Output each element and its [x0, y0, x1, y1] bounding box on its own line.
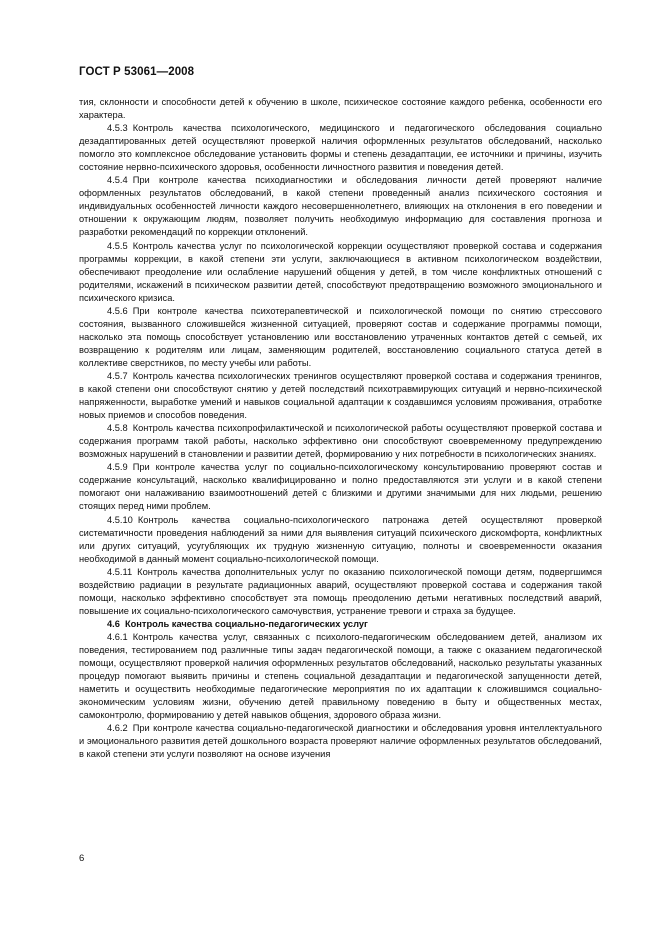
section-number: 4.6 [107, 618, 120, 629]
paragraph-4-6-2 [79, 722, 602, 761]
paragraph-4-5-9 [79, 461, 602, 513]
paragraph-4-5-6 [79, 305, 602, 370]
section-title: Контроль качества социально-педагогических услуг [124, 618, 368, 629]
paragraph-4-6-1 [79, 631, 602, 722]
clause-number: 4.5.8 [107, 423, 128, 434]
clause-number: 4.5.4 [107, 175, 128, 186]
paragraph-text: Контроль качества психологических тренингов осуществляют проверкой состава и содержания тренингов, в какой степени они способствуют снятию у детей последствий психотравмирующих ситуаций и нервно-психической напряженности, выработке умений и навыков социальной адаптации к создавшимся условиям проживания, отработке новых приемов и способов поведения. [79, 370, 602, 421]
clause-number: 4.6.1 [107, 631, 128, 642]
paragraph-4-5-8 [79, 422, 602, 461]
clause-number: 4.5.7 [107, 370, 128, 381]
paragraph-text: Контроль качества услуг по психологической коррекции осуществляют проверкой состава и содержания программы коррекции, в какой степени эти услуги, заключающиеся в активном психологическом воздействии, обеспечивают преодоление или ослабление нарушений общения у детей, в том числе конфликтных отношений с родителями, искажений в психическом развитии детей, способствуют предотвращению возможного эмоционального и психического кризиса. [79, 240, 602, 303]
clause-number: 4.5.11 [107, 566, 133, 577]
paragraph-4-5-10 [79, 514, 602, 566]
paragraph-text: Контроль качества социально-психологического патронажа детей осуществляют проверкой систематичности проведения наблюдений за ними для выявления ситуаций психического дискомфорта, конфликтных или других ситуаций, усугубляющих их трудную жизненную ситуацию, полноты и своевременности оказания необходимой в данный момент социально-психологической помощи. [79, 514, 602, 564]
paragraph-text: Контроль качества психопрофилактической и психологической работы осуществляют проверкой состава и содержания программ такой работы, насколько эффективно они способствуют своевременному предупреждению возможных нарушений в становлении и развитии детей, формированию у них потребности в психологических знаниях. [79, 423, 602, 460]
paragraph-text: тия, склонности и способности детей к обучению в школе, психическое состояние каждого ребенка, особенности его характера. [79, 97, 602, 121]
paragraph-4-5-11 [79, 566, 602, 618]
paragraph-4-5-3 [79, 122, 602, 174]
paragraph-text: Контроль качества психологического, медицинского и педагогического обследования социально дезадаптированных детей осуществляют проверкой наличия оформленных результатов обследований, насколько помогло это комплексное обследование установить формы и степень дезадаптации, ее источники и причины, изучить состояние нервно-психического здоровья, особенности личностного развития и поведения детей. [79, 123, 602, 173]
clause-number: 4.6.2 [107, 723, 128, 734]
section-heading-4-6 [79, 618, 602, 631]
clause-number: 4.5.5 [107, 240, 128, 251]
document-header: ГОСТ Р 53061—2008 [79, 66, 195, 78]
clause-number: 4.5.3 [107, 123, 128, 134]
paragraph-text: При контроле качества психодиагностики и обследования личности детей проверяют наличие оформленных результатов обследований, в какой степени проведенный анализ психического состояния и индивидуальных особенностей личности каждого несовершеннолетнего, влияющих на отклонения в его поведении и отношении к окружающим людям, позволяет получить необходимую информацию для составления прогноза и разработки рекомендаций по коррекции отклонений. [79, 175, 602, 238]
paragraph-text: Контроль качества услуг, связанных с психолого-педагогическим обследованием детей, анализом их поведения, тестированием под различные типы задач педагогической помощи, а также с оказанием педагогической помощи, осуществляют проверкой наличия оформленных результатов обследований, насколько результаты указанных процедур помогают выявить причины и степень социальной дезадаптации и педагогической запущенности детей, наметить и осуществить необходимые педагогические мероприятия по их адаптации к сложившимся социально-экономическим условиям жизни, обучению детей правильному поведению в быту и общественных местах, самоконтролю, формированию у детей навыков общения, здорового образа жизни. [79, 631, 602, 721]
paragraph-4-5-5 [79, 240, 602, 305]
paragraph-4-5-4 [79, 174, 602, 239]
paragraph-continuation [79, 96, 602, 122]
paragraph-text: Контроль качества дополнительных услуг по оказанию психологической помощи детям, подвергшимся воздействию радиации в результате радиационных аварий, осуществляют проверкой состава и содержания такой помощи, насколько эффективно способствует эта помощь преодолению детьми негативных последствий аварий, повышение их социально-психологического самочувствия, устранение тревоги и страха за будущее. [79, 566, 602, 616]
clause-number: 4.5.9 [107, 462, 128, 473]
paragraph-text: При контроле качества психотерапевтической и психологической помощи по снятию стрессового состояния, вызванного сложившейся жизненной ситуацией, проверяют состав и содержание программы помощи, насколько эта помощь способствует установлению или восстановлению утраченных контактов детей с семьей, их возвращению к родителям или лицам, заменяющим родителей, восстановлению социального статуса детей в коллективе сверстников, по месту учебы или работы. [79, 305, 602, 368]
clause-number: 4.5.10 [107, 514, 133, 525]
page-number: 6 [79, 853, 85, 864]
paragraph-text: При контроле качества услуг по социально-психологическому консультированию проверяют состав и содержание консультаций, насколько квалифицированно и полно предоставляются эти услуги и в какой степени помогают они налаживанию взаимоотношений детей с близкими и другими значимыми для них людьми, решению стоящих перед ними проблем. [79, 462, 602, 512]
document-body [79, 96, 602, 761]
clause-number: 4.5.6 [107, 305, 128, 316]
paragraph-4-5-7 [79, 370, 602, 422]
paragraph-text: При контроле качества социально-педагогической диагностики и обследования уровня интеллектуального и эмоционального развития детей дошкольного возраста проверяют наличие оформленных результатов обследований, в какой степени эти услуги позволяют на основе изучения [79, 723, 602, 760]
